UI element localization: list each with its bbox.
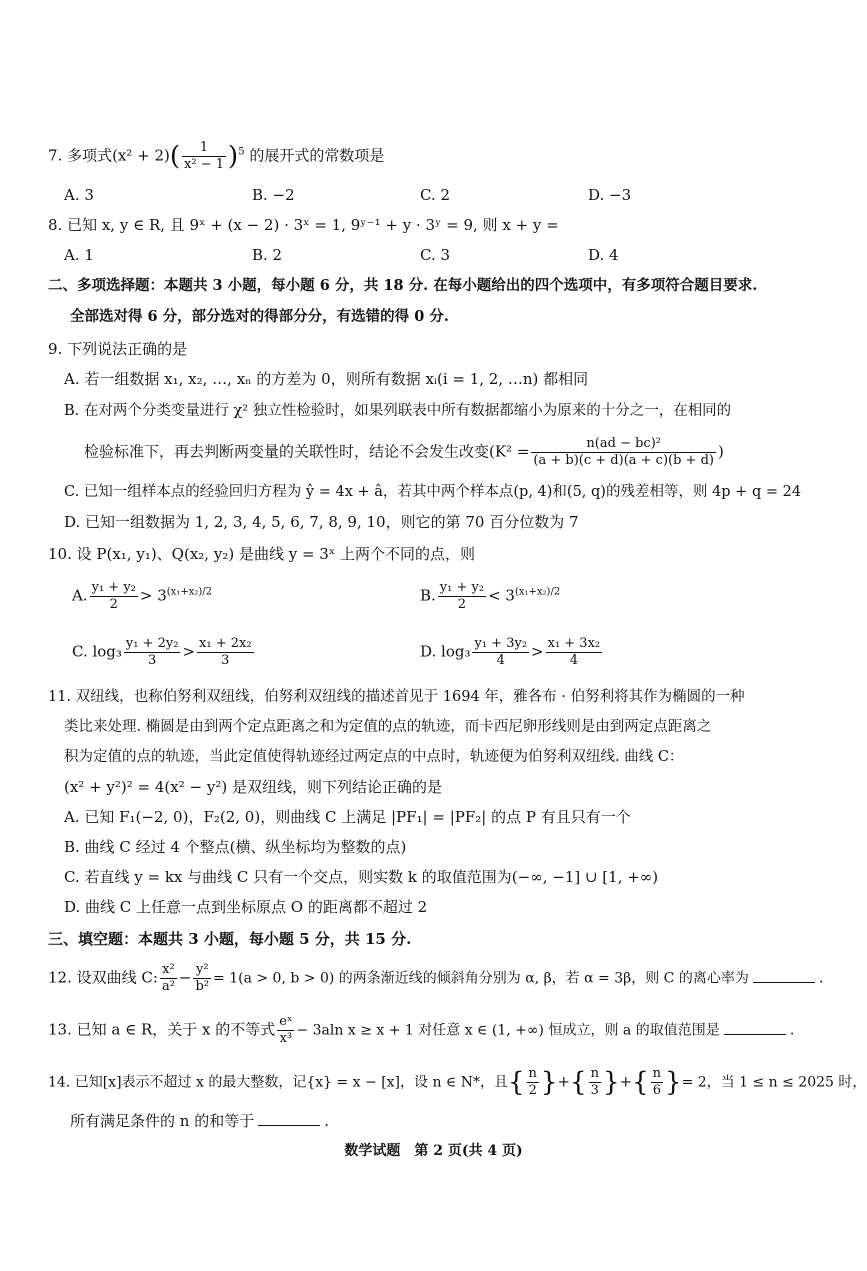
q9-option-d: D. 已知一组数据为 1, 2, 3, 4, 5, 6, 7, 8, 9, 10，则它的第 70 百分位数为 7 — [64, 513, 579, 531]
q10-options-ab — [0, 580, 867, 620]
q14-frac3 — [651, 1066, 663, 1099]
q10-stem: 10. 设 P(x₁, y₁)、Q(x₂, y₂) 是曲线 y = 3ˣ 上两个不同的点，则 — [48, 545, 475, 563]
q14-plus2: + — [619, 1072, 633, 1091]
q7-frac-den: x² − 1 — [184, 157, 225, 172]
q10-option-d — [420, 636, 604, 669]
q8-option-c: C. 3 — [420, 246, 451, 264]
q14-d3: 6 — [652, 1083, 661, 1098]
q14-brace-r1: } — [540, 1067, 558, 1098]
q7-paren-right: ) — [228, 141, 239, 172]
q13-post: − 3aln x ≥ x + 1 对任意 x ∈ (1, +∞) 恒成立，则 a 的取值范围是 — [296, 1022, 720, 1039]
q14-brace-r3: } — [665, 1067, 682, 1098]
q10-b-num: y₁ + y₂ — [439, 580, 485, 595]
q10-option-b — [420, 580, 560, 613]
section2-scoring: 全部选对得 6 分，部分选对的得部分分，有选错的得 0 分. — [70, 308, 449, 325]
q8-option-a: A. 1 — [64, 246, 94, 264]
q10-b-label: B. — [420, 586, 436, 605]
q11-line3: 积为定值的点的轨迹，当此定值使得轨迹经过两定点的中点时，轨迹便为伯努利双纽线. 曲线 C： — [64, 749, 684, 765]
q10-a-frac — [90, 580, 138, 613]
q12-pre: 12. 设双曲线 C: — [48, 968, 158, 987]
q14-brace-r2: } — [602, 1067, 620, 1098]
q10-c-num2: x₁ + 2x₂ — [199, 636, 252, 651]
q14-brace-l3: { — [632, 1067, 649, 1098]
q7-paren-left: ( — [169, 141, 181, 172]
q10-c-frac1 — [124, 636, 181, 669]
q14-brace-l1: { — [508, 1067, 525, 1098]
q10-a-num: y₁ + y₂ — [91, 580, 136, 595]
q9-option-b-line2 — [84, 436, 724, 469]
q14-n1: n — [528, 1066, 537, 1081]
q10-options-cd — [0, 636, 867, 676]
q11-option-c: C. 若直线 y = kx 与曲线 C 只有一个交点，则实数 k 的取值范围为(−∞, −1] ∪ [1, +∞) — [64, 868, 659, 886]
q12-frac2 — [193, 962, 211, 995]
q12-frac1 — [160, 962, 177, 995]
q10-a-exp: (x₁+x₂)/2 — [166, 586, 212, 598]
q13-answer-blank[interactable] — [724, 1020, 786, 1035]
q10-a-label: A. — [72, 586, 88, 605]
q9-option-c: C. 已知一组样本点的经验回归方程为 ŷ = 4x + â，若其中两个样本点(p, 4)和(5, q)的残差相等，则 4p + q = 24 — [64, 484, 802, 500]
q12-d2: b² — [195, 979, 210, 994]
q10-d-frac1 — [472, 636, 529, 669]
q10-option-c — [72, 636, 256, 669]
q10-c-den2: 3 — [221, 653, 230, 668]
page-footer: 数学试题 第 2 页(共 4 页) — [344, 1143, 523, 1159]
q10-c-num1: y₁ + 2y₂ — [125, 636, 179, 651]
q14-answer-blank[interactable] — [258, 1111, 320, 1126]
q9-b-num: n(ad − bc)² — [531, 436, 716, 453]
q14-n2: n — [590, 1066, 599, 1081]
q10-d-frac2 — [546, 636, 603, 669]
q10-c-frac2 — [197, 636, 254, 669]
section2-heading: 二、多项选择题：本题共 3 小题，每小题 6 分，共 18 分. 在每小题给出的四个选项中，有多项符合题目要求. — [48, 277, 758, 294]
q10-d-rel: > — [531, 642, 544, 661]
q9-option-a: A. 若一组数据 x₁, x₂, …, xₙ 的方差为 0，则所有数据 xᵢ(i = 1, 2, …n) 都相同 — [64, 370, 589, 388]
q9-option-b-line1: B. 在对两个分类变量进行 χ² 独立性检验时，如果列联表中所有数据都缩小为原来的十分之一，在相同的 — [64, 403, 732, 419]
q13-frac — [277, 1014, 294, 1047]
q9-stem: 9. 下列说法正确的是 — [48, 340, 188, 358]
q10-a-den: 2 — [109, 597, 118, 612]
q14-pre: 14. 已知[x]表示不超过 x 的最大整数，记{x} = x − [x]，设 n ∈ N*，且 — [48, 1074, 508, 1091]
q9-b-formula — [531, 436, 716, 469]
q7-stem-post: 的展开式的常数项是 — [249, 146, 385, 165]
q10-d-label: D. log₃ — [420, 642, 471, 661]
q7-option-c: C. 2 — [420, 186, 451, 204]
q12-n2: y² — [193, 962, 211, 979]
q14-frac1 — [527, 1066, 539, 1099]
q10-b-exp: (x₁+x₂)/2 — [514, 586, 561, 598]
q7-power: 5 — [238, 146, 245, 158]
q7-option-a: A. 3 — [64, 186, 94, 204]
q11-option-b: B. 曲线 C 经过 4 个整点(横、纵坐标均为整数的点) — [64, 838, 407, 856]
q14-stem — [48, 1066, 866, 1099]
q8-stem: 8. 已知 x, y ∈ R, 且 9ˣ + (x − 2) · 3ˣ = 1, 9ʸ⁻¹ + y · 3ʸ = 9, 则 x + y = — [48, 216, 559, 234]
q8-option-b: B. 2 — [252, 246, 283, 264]
q13-end: . — [789, 1020, 795, 1039]
q12-stem — [48, 962, 824, 995]
q8-option-d: D. 4 — [588, 246, 619, 264]
q10-option-a — [72, 580, 212, 613]
q12-end: . — [818, 968, 824, 987]
section3-heading: 三、填空题：本题共 3 小题，每小题 5 分，共 15 分. — [48, 930, 412, 948]
q11-option-a: A. 已知 F₁(−2, 0)，F₂(2, 0)，则曲线 C 上满足 |PF₁| = |PF₂| 的点 P 有且只有一个 — [64, 808, 631, 826]
q14-end: . — [324, 1112, 329, 1130]
q10-c-den1: 3 — [148, 653, 157, 668]
q10-d-den1: 4 — [496, 653, 505, 668]
q12-post: = 1(a > 0, b > 0) 的两条渐近线的倾斜角分别为 α, β，若 α = 3β，则 C 的离心率为 — [213, 970, 749, 987]
q10-b-den: 2 — [457, 597, 467, 612]
q10-c-label: C. log₃ — [72, 642, 122, 661]
q12-n1: x² — [160, 962, 177, 979]
q14-frac2 — [589, 1066, 601, 1099]
q10-c-rel: > — [182, 642, 196, 661]
q14-n3: n — [652, 1066, 662, 1081]
q11-line2: 类比来处理. 椭圆是由到两个定点距离之和为定值的点的轨迹，而卡西尼卵形线则是由到两定点距离之 — [64, 719, 712, 735]
q7-stem — [48, 140, 384, 173]
q13-num: eˣ — [279, 1014, 293, 1029]
q14-line2 — [70, 1110, 329, 1132]
q12-answer-blank[interactable] — [753, 968, 815, 983]
q13-stem — [48, 1014, 794, 1047]
q12-minus: − — [178, 968, 192, 987]
q10-a-rel: > 3 — [139, 586, 167, 605]
q7-stem-pre: 7. 多项式(x² + 2) — [48, 146, 170, 165]
q7-fraction — [182, 140, 226, 173]
q10-d-num1: y₁ + 3y₂ — [474, 636, 528, 651]
q14-d2: 3 — [590, 1083, 599, 1098]
q11-option-d: D. 曲线 C 上任意一点到坐标原点 O 的距离都不超过 2 — [64, 898, 428, 916]
q10-d-num2: x₁ + 3x₂ — [547, 636, 601, 651]
q9-b-den: (a + b)(c + d)(a + c)(b + d) — [533, 453, 714, 468]
q11-line1: 11. 双纽线，也称伯努利双纽线，伯努利双纽线的描述首见于 1694 年，雅各布 · 伯努利将其作为椭圆的一种 — [48, 689, 745, 705]
q7-option-d: D. −3 — [588, 186, 632, 204]
q11-line4: (x² + y²)² = 4(x² − y²) 是双纽线，则下列结论正确的是 — [64, 778, 442, 796]
q13-den: x³ — [279, 1031, 293, 1046]
q9-b-text: 检验标准下，再去判断两变量的关联性时，结论不会发生改变(K² = — [84, 442, 530, 461]
q14-post: = 2，当 1 ≤ n ≤ 2025 时， — [681, 1074, 867, 1091]
q10-b-frac — [438, 580, 486, 613]
q14-plus1: + — [557, 1072, 571, 1091]
q14-l2-text: 所有满足条件的 n 的和等于 — [70, 1112, 255, 1130]
q7-frac-num: 1 — [182, 140, 226, 157]
q10-b-rel: < 3 — [488, 586, 515, 605]
q12-d1: a² — [161, 979, 175, 994]
q14-brace-l2: { — [570, 1067, 587, 1098]
q9-b-end: ) — [717, 442, 724, 461]
q13-pre: 13. 已知 a ∈ R，关于 x 的不等式 — [48, 1020, 276, 1039]
q10-d-den2: 4 — [569, 653, 578, 668]
q7-option-b: B. −2 — [252, 186, 295, 204]
q14-d1: 2 — [528, 1083, 537, 1098]
